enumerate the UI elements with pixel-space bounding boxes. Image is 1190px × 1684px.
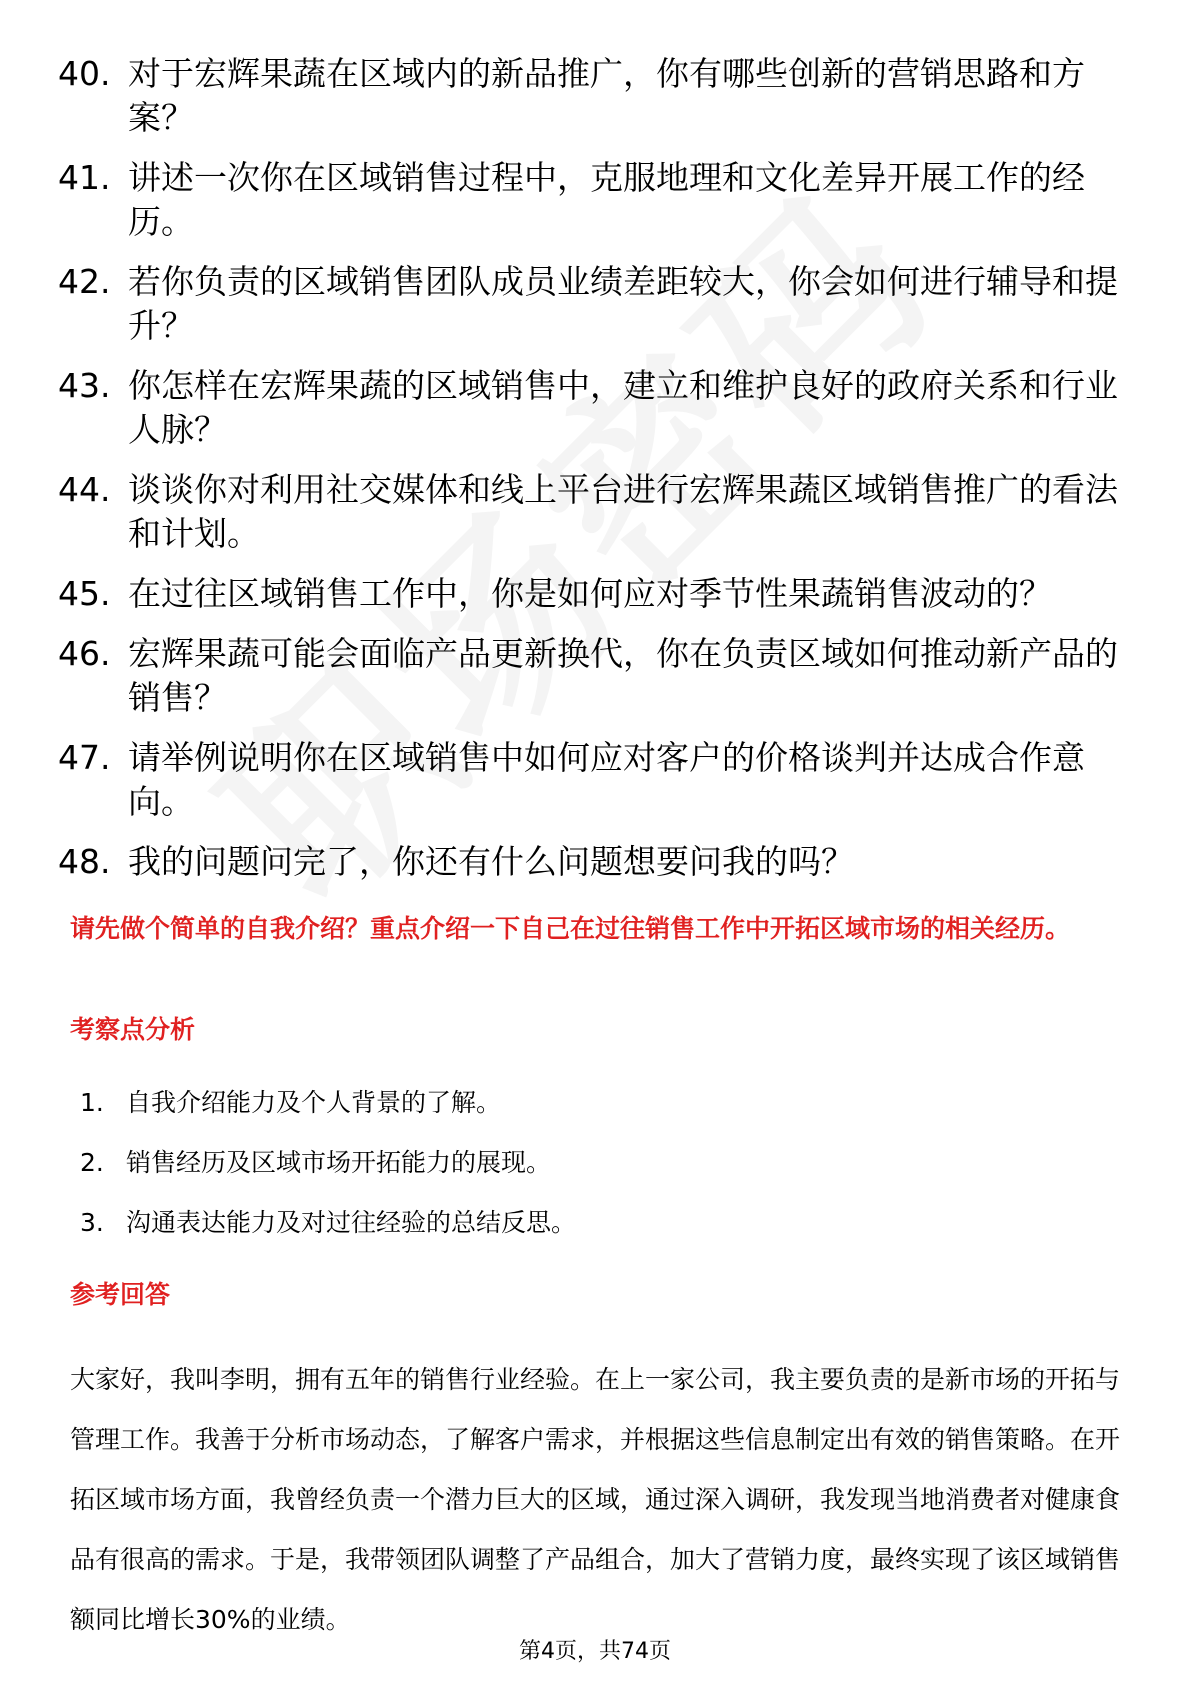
question-text: 宏辉果蔬可能会面临产品更新换代，你在负责区域如何推动新产品的销售？ [128,634,1118,717]
list-item [58,572,1118,616]
question-number: 45. [58,574,111,613]
question-text: 对于宏辉果蔬在区域内的新品推广，你有哪些创新的营销思路和方案？ [128,54,1085,137]
question-number: 46. [58,634,111,673]
question-number: 40. [58,54,111,93]
page-number: 第4页，共74页 [519,1639,671,1664]
question-number: 47. [58,738,111,777]
question-number: 41. [58,158,111,197]
question-number: 44. [58,470,111,509]
question-number: 42. [58,262,111,301]
question-text: 讲述一次你在区域销售过程中，克服地理和文化差异开展工作的经历。 [128,158,1085,241]
list-item [58,632,1118,720]
question-text: 你怎样在宏辉果蔬的区域销售中，建立和维护良好的政府关系和行业人脉？ [128,366,1118,449]
list-item [58,736,1118,824]
question-list [58,52,1118,900]
question-text: 请举例说明你在区域销售中如何应对客户的价格谈判并达成合作意向。 [128,738,1085,821]
list-item [58,156,1118,244]
question-text: 谈谈你对利用社交媒体和线上平台进行宏辉果蔬区域销售推广的看法和计划。 [128,470,1118,553]
list-item [80,1085,1080,1121]
question-number: 43. [58,366,111,405]
list-item [58,260,1118,348]
question-text: 若你负责的区域销售团队成员业绩差距较大，你会如何进行辅导和提升？ [128,262,1118,345]
point-number: 3. [80,1208,104,1237]
question-text: 在过往区域销售工作中，你是如何应对季节性果蔬销售波动的？ [128,574,1052,613]
point-text: 自我介绍能力及个人背景的了解。 [126,1088,502,1117]
point-number: 2. [80,1148,104,1177]
answer-paragraph: 大家好，我叫李明，拥有五年的销售行业经验。在上一家公司，我主要负责的是新市场的开拓与管理工作。我善于分析市场动态，了解客户需求，并根据这些信息制定出有效的销售策略。在开拓区域市场方面，我曾经负责一个潜力巨大的区域，通过深入调研，我发现当地消费者对健康食品有很高的需求。于是，我带领团队调整了产品组合，加大了营销力度，最终实现了该区域销售额同比增长30%的业绩。 [70,1365,1121,1634]
question-text: 我的问题问完了，你还有什么问题想要问我的吗？ [128,842,854,881]
point-text: 沟通表达能力及对过往经验的总结反思。 [126,1208,577,1237]
list-item [58,364,1118,452]
answer-heading: 参考回答 [70,1280,171,1309]
list-item [58,52,1118,140]
point-number: 1. [80,1088,104,1117]
analysis-heading: 考察点分析 [70,1015,196,1044]
list-item [80,1205,1080,1241]
question-number: 48. [58,842,111,881]
analysis-point-list [80,1085,1080,1265]
point-text: 销售经历及区域市场开拓能力的展现。 [126,1148,552,1177]
list-item [58,840,1118,884]
highlight-question: 请先做个简单的自我介绍？重点介绍一下自己在过往销售工作中开拓区域市场的相关经历。 [70,914,1071,943]
list-item [58,468,1118,556]
list-item [80,1145,1080,1181]
